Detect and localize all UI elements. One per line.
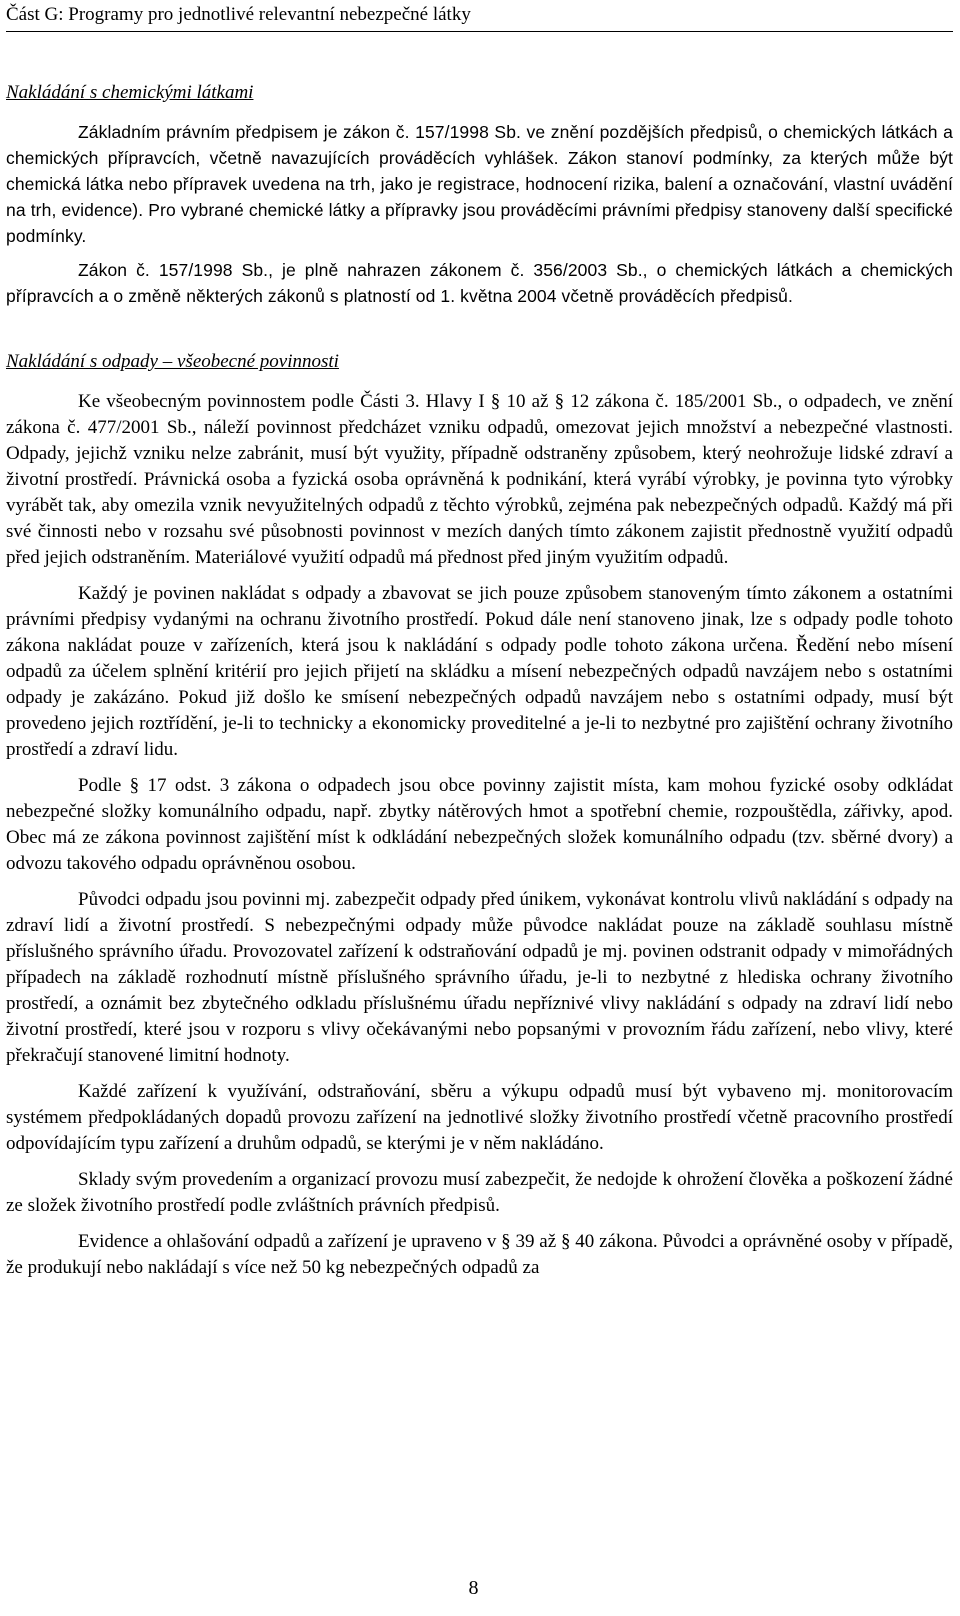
section-heading-chemicals: Nakládání s chemickými látkami: [6, 82, 254, 103]
page-number: 8: [468, 1577, 479, 1599]
running-header: Část G: Programy pro jednotlivé relevantní nebezpečné látky: [6, 0, 953, 32]
paragraph: Evidence a ohlašování odpadů a zařízení je upraveno v § 39 až § 40 zákona. Původci a oprávněné osoby v případě, že produkují nebo nakládají s více než 50 kg nebezpečných odpadů za: [6, 1231, 953, 1278]
document-page: [6, 0, 953, 1281]
paragraph: Sklady svým provedením a organizací provozu musí zabezpečit, že nedojde k ohrožení člověka a poškození žádné ze složek životního prostředí podle zvláštních právních předpisů.: [6, 1169, 953, 1216]
paragraph: Původci odpadu jsou povinni mj. zabezpečit odpady před únikem, vykonávat kontrolu vlivů nakládání s odpady na zdraví lidí a životní prostředí. S nebezpečnými odpady může původce nakládat pouze na základě souhlasu místně příslušného správního úřadu. Provozovatel zařízení k odstraňování odpadů je mj. povinen odstranit odpady v mimořádných případech na základě rozhodnutí místně příslušného správního úřadu, je-li to nezbytné z hlediska ochrany životního prostředí, a oznámit bez zbytečného odkladu příslušnému úřadu nepříznivé vlivy nakládání s odpady na zdraví lidí nebo životní prostředí, které jsou v rozporu s vlivy očekávanými nebo popsanými v provozním řádu zařízení, nebo vlivy, které překračují stanovené limitní hodnoty.: [6, 889, 953, 1066]
section-heading-waste: Nakládání s odpady – všeobecné povinnosti: [6, 351, 339, 372]
paragraph: Základním právním předpisem je zákon č. 157/1998 Sb. ve znění pozdějších předpisů, o chemických látkách a chemických přípravcích, včetně navazujících prováděcích vyhlášek. Zákon stanoví podmínky, za kterých může být chemická látka nebo přípravek uvedena na trh, jako je registrace, hodnocení rizika, balení a označování, vlastní uvádění na trh, evidence). Pro vybrané chemické látky a přípravky jsou prováděcími právními předpisy stanoveny další specifické podmínky.: [6, 122, 953, 246]
paragraph: Podle § 17 odst. 3 zákona o odpadech jsou obce povinny zajistit místa, kam mohou fyzické osoby odkládat nebezpečné složky komunálního odpadu, např. zbytky nátěrových hmot a spotřební chemie, rozpouštědla, zářivky, apod. Obec má ze zákona povinnost zajištění míst k odkládání nebezpečných složek komunálního odpadu (tzv. sběrné dvory) a odvozu takového odpadu oprávněnou osobou.: [6, 775, 953, 874]
paragraph: Každý je povinen nakládat s odpady a zbavovat se jich pouze způsobem stanoveným tímto zákonem a ostatními právními předpisy vydanými na ochranu životního prostředí. Pokud dále není stanoveno jinak, lze s odpady podle tohoto zákona nakládat pouze v zařízeních, která jsou k nakládání s odpady podle tohoto zákona určena. Ředění nebo mísení odpadů za účelem splnění kritérií pro jejich přijetí na skládku a mísení nebezpečných odpadů navzájem nebo s ostatními odpady je zakázáno. Pokud již došlo ke smísení nebezpečných odpadů navzájem nebo s ostatními odpady, musí být provedeno jejich roztřídění, je-li to technicky a ekonomicky proveditelné a je-li to nezbytné pro zajištění ochrany životního prostředí a zdraví lidu.: [6, 583, 953, 760]
paragraph: Zákon č. 157/1998 Sb., je plně nahrazen zákonem č. 356/2003 Sb., o chemických látkách a chemických přípravcích a o změně některých zákonů s platností od 1. května 2004 včetně prováděcích předpisů.: [6, 260, 953, 306]
paragraph: Každé zařízení k využívání, odstraňování, sběru a výkupu odpadů musí být vybaveno mj. monitorovacím systémem předpokládaných dopadů provozu zařízení na jednotlivé složky životního prostředí včetně pracovního prostředí odpovídajícím typu zařízení a druhům odpadů, se kterými je v něm nakládáno.: [6, 1081, 953, 1154]
paragraph: Ke všeobecným povinnostem podle Části 3. Hlavy I § 10 až § 12 zákona č. 185/2001 Sb., o odpadech, ve znění zákona č. 477/2001 Sb., náleží povinnost předcházet vzniku odpadů, omezovat jejich množství a nebezpečné vlastnosti. Odpady, jejichž vzniku nelze zabránit, musí být využity, případně odstraněny způsobem, který neohrožuje lidské zdraví a životní prostředí. Právnická osoba a fyzická osoba oprávněná k podnikání, která vyrábí výrobky, je povinna tyto výrobky vyrábět tak, aby omezila vznik nevyužitelných odpadů z těchto výrobků, zejména pak nebezpečných odpadů. Každý má při své činnosti nebo v rozsahu své působnosti povinnost v mezích daných tímto zákonem zajistit přednostně využití odpadů před jejich odstraněním. Materiálové využití odpadů má přednost před jiným využitím odpadů.: [6, 391, 953, 568]
